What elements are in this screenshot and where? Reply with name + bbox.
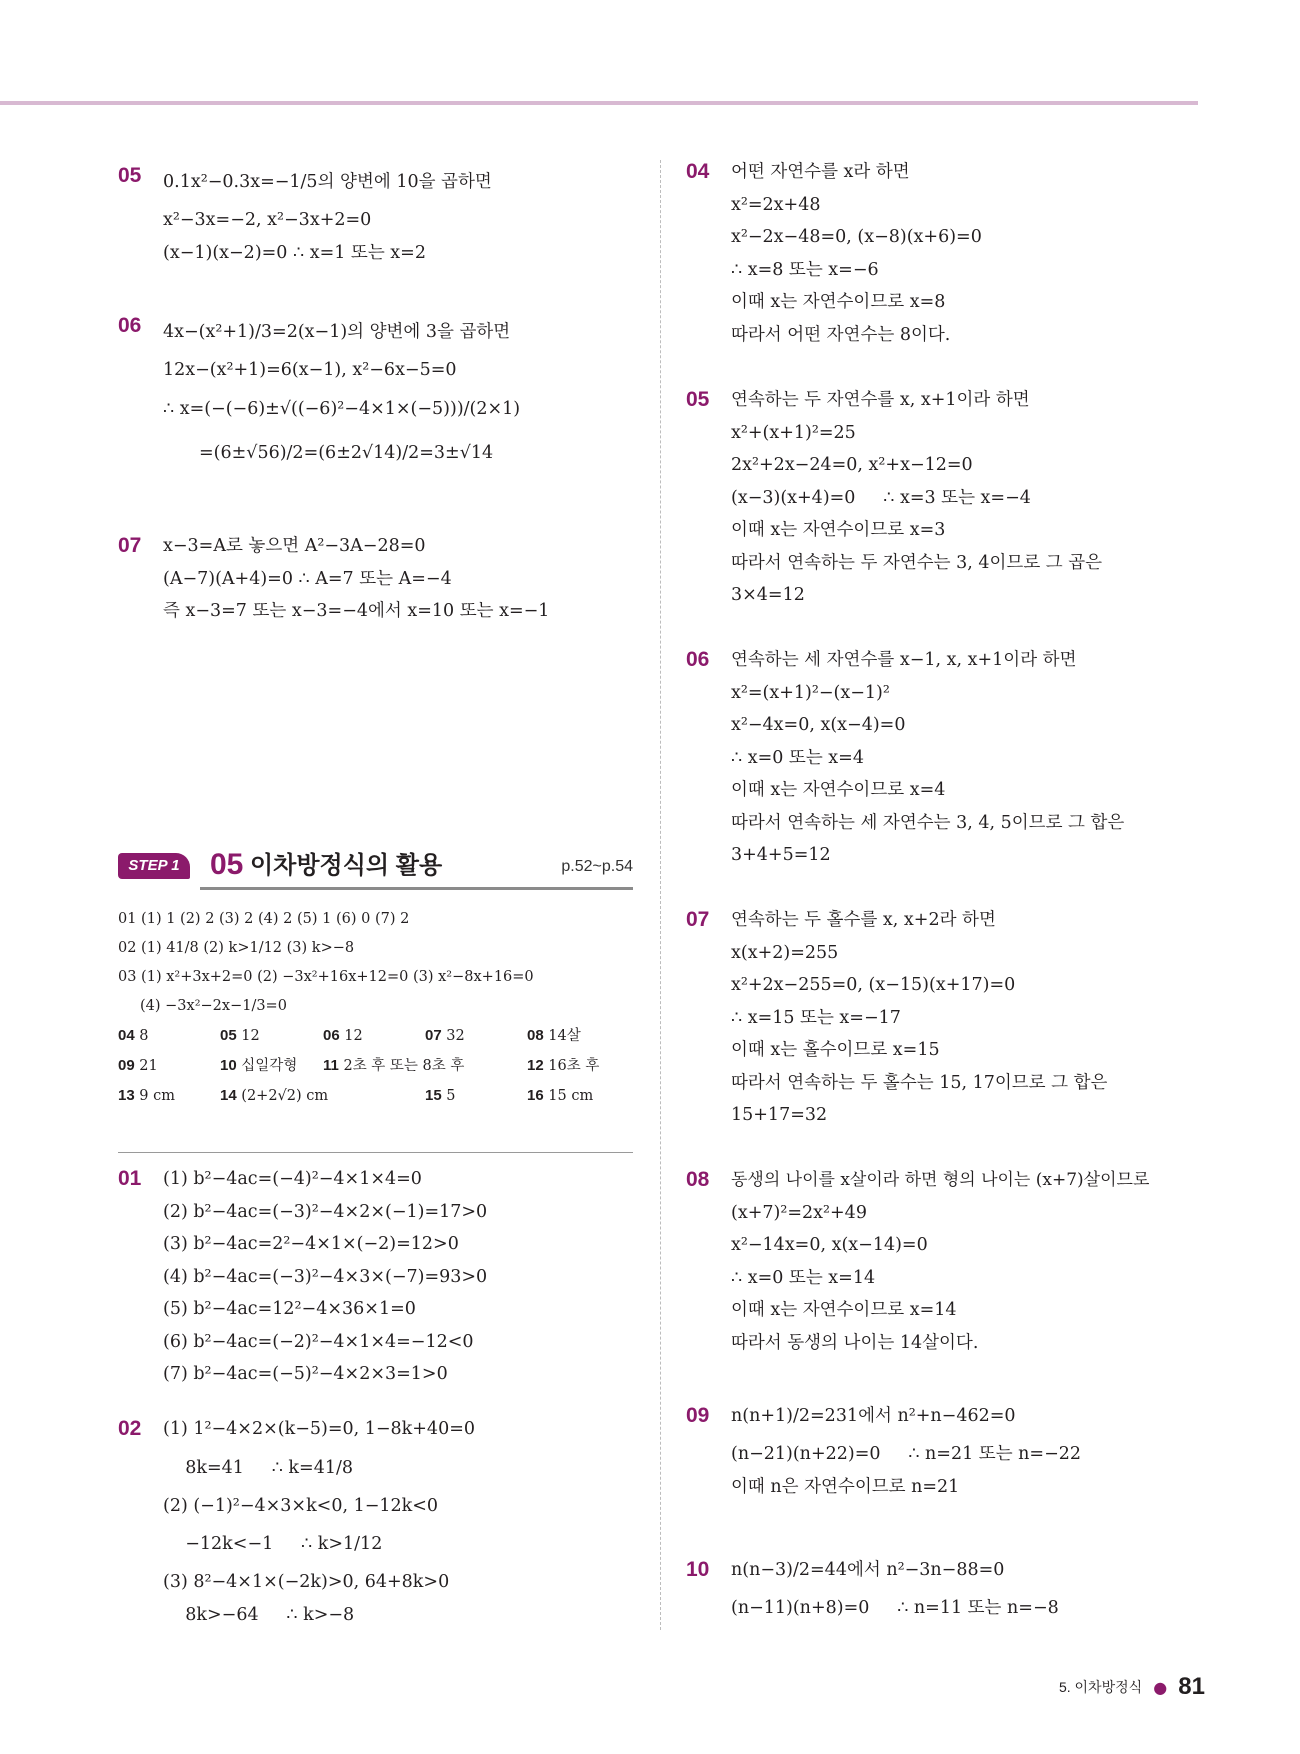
solution-line: x−3=A로 놓으면 A²−3A−28=0 bbox=[163, 536, 426, 556]
answer-number: 15 bbox=[425, 1087, 442, 1104]
answer-value: 16초 후 bbox=[548, 1058, 600, 1074]
solution-line: x²+(x+1)²=25 bbox=[731, 422, 856, 443]
answer-line: 02 (1) 41/8 (2) k>1/12 (3) k>−8 bbox=[118, 940, 355, 956]
solution-line: n(n−3)/2=44에서 n²−3n−88=0 bbox=[731, 1560, 1005, 1580]
chapter-label: 5. 이차방정식 bbox=[1058, 1679, 1143, 1695]
solution-line: x²−14x=0, x(x−14)=0 bbox=[731, 1235, 928, 1255]
answer-number: 08 bbox=[527, 1027, 544, 1044]
answer-line: (4) −3x²−2x−1/3=0 bbox=[140, 998, 287, 1014]
answer-cell bbox=[220, 1021, 323, 1051]
problem-number: 01 bbox=[118, 1167, 142, 1190]
answer-number: 04 bbox=[118, 1027, 135, 1044]
answer-line: 01 (1) 1 (2) 2 (3) 2 (4) 2 (5) 1 (6) 0 (7) 2 bbox=[118, 911, 410, 927]
solution-line: 8k=41 ∴ k=41/8 bbox=[163, 1457, 353, 1478]
problem-number: 02 bbox=[118, 1417, 142, 1440]
answer-cell bbox=[220, 1051, 323, 1081]
solution-line: 따라서 동생의 나이는 14살이다. bbox=[731, 1332, 979, 1353]
answer-value: (2+2√2) cm bbox=[241, 1088, 329, 1104]
answer-line: 03 (1) x²+3x+2=0 (2) −3x²+16x+12=0 (3) x²−8x+16=0 bbox=[118, 969, 534, 985]
solution-line: 3×4=12 bbox=[731, 585, 805, 605]
solution-line: 동생의 나이를 x살이라 하면 형의 나이는 (x+7)살이므로 bbox=[731, 1170, 1150, 1190]
solution-line: 따라서 연속하는 두 홀수는 15, 17이므로 그 합은 bbox=[731, 1072, 1108, 1093]
problem-number: 05 bbox=[686, 388, 710, 411]
solution-line: (n−21)(n+22)=0 ∴ n=21 또는 n=−22 bbox=[731, 1444, 1082, 1464]
answer-value: 9 cm bbox=[139, 1088, 176, 1104]
solution-line: ∴ x=8 또는 x=−6 bbox=[731, 259, 879, 280]
solution-line: 4x−(x²+1)/3=2(x−1)의 양변에 3을 곱하면 bbox=[163, 322, 511, 342]
solution-line: x²−3x=−2, x²−3x+2=0 bbox=[163, 210, 372, 230]
step-header bbox=[118, 845, 633, 891]
problem-number: 04 bbox=[686, 160, 710, 183]
top-rule bbox=[0, 101, 1198, 105]
answer-number: 05 bbox=[220, 1027, 237, 1044]
page-footer bbox=[1059, 1673, 1205, 1701]
problem-number: 06 bbox=[686, 648, 710, 671]
answer-number: 12 bbox=[527, 1057, 544, 1074]
problem-number: 07 bbox=[118, 534, 142, 557]
answer-value: 21 bbox=[139, 1058, 158, 1074]
answer-value: 2초 후 또는 8초 후 bbox=[343, 1058, 465, 1074]
answer-cell bbox=[118, 1081, 220, 1111]
solution-line: (x−3)(x+4)=0 ∴ x=3 또는 x=−4 bbox=[731, 487, 1031, 508]
answer-value: 5 bbox=[446, 1088, 456, 1104]
solution-line: x(x+2)=255 bbox=[731, 942, 839, 963]
solution-line: (3) 8²−4×1×(−2k)>0, 64+8k>0 bbox=[163, 1572, 450, 1592]
solution-line: (4) b²−4ac=(−3)²−4×3×(−7)=93>0 bbox=[163, 1266, 488, 1287]
answer-cell bbox=[323, 1021, 425, 1051]
solution-line: ∴ x=0 또는 x=14 bbox=[731, 1267, 876, 1288]
answer-value: 12 bbox=[241, 1028, 260, 1044]
solution-line: 이때 x는 자연수이므로 x=4 bbox=[731, 780, 946, 800]
problem-number: 05 bbox=[118, 164, 142, 187]
answer-cell bbox=[220, 1081, 425, 1111]
solution-line: (1) b²−4ac=(−4)²−4×1×4=0 bbox=[163, 1169, 422, 1189]
answer-grid bbox=[118, 1051, 633, 1081]
step-section-number: 05 bbox=[210, 848, 244, 881]
answer-value: 15 cm bbox=[548, 1088, 594, 1104]
solution-line: 따라서 어떤 자연수는 8이다. bbox=[731, 324, 951, 345]
answer-grid bbox=[118, 1081, 633, 1111]
answer-number: 14 bbox=[220, 1087, 237, 1104]
answer-value: 32 bbox=[446, 1028, 465, 1044]
step-badge: STEP 1 bbox=[118, 853, 190, 879]
solution-line: (6) b²−4ac=(−2)²−4×1×4=−12<0 bbox=[163, 1331, 474, 1352]
answer-number: 13 bbox=[118, 1087, 135, 1104]
column-divider bbox=[660, 160, 661, 1630]
solution-line: x²−2x−48=0, (x−8)(x+6)=0 bbox=[731, 227, 982, 247]
answer-value: 8 bbox=[139, 1028, 149, 1044]
solution-line: 이때 x는 자연수이므로 x=3 bbox=[731, 520, 946, 540]
solution-line: x²+2x−255=0, (x−15)(x+17)=0 bbox=[731, 975, 1016, 995]
solution-line: −12k<−1 ∴ k>1/12 bbox=[163, 1534, 383, 1554]
solution-line: ∴ x=(−(−6)±√((−6)²−4×1×(−5)))/(2×1) bbox=[163, 398, 521, 419]
answer-cell bbox=[527, 1081, 633, 1111]
problem-number: 06 bbox=[118, 314, 142, 337]
step-page-range: p.52~p.54 bbox=[561, 858, 633, 875]
solution-line: 8k>−64 ∴ k>−8 bbox=[163, 1604, 355, 1625]
answer-divider bbox=[118, 1152, 633, 1153]
answer-number: 11 bbox=[323, 1057, 339, 1074]
answer-grid bbox=[118, 1021, 633, 1051]
solution-line: (3) b²−4ac=2²−4×1×(−2)=12>0 bbox=[163, 1234, 459, 1254]
problem-number: 09 bbox=[686, 1404, 710, 1427]
answer-cell bbox=[527, 1021, 633, 1051]
solution-line: x²=2x+48 bbox=[731, 194, 821, 215]
answer-value: 14살 bbox=[548, 1028, 581, 1044]
answer-number: 10 bbox=[220, 1057, 237, 1074]
solution-line: x²=(x+1)²−(x−1)² bbox=[731, 682, 890, 703]
solution-line: 12x−(x²+1)=6(x−1), x²−6x−5=0 bbox=[163, 360, 457, 380]
solution-line: 연속하는 두 홀수를 x, x+2라 하면 bbox=[731, 910, 996, 930]
solution-line: 따라서 연속하는 세 자연수는 3, 4, 5이므로 그 합은 bbox=[731, 812, 1125, 833]
answer-number: 06 bbox=[323, 1027, 340, 1044]
solution-line: 0.1x²−0.3x=−1/5의 양변에 10을 곱하면 bbox=[163, 172, 492, 192]
answer-cell bbox=[527, 1051, 633, 1081]
solution-line: x²−4x=0, x(x−4)=0 bbox=[731, 715, 906, 735]
solution-line: (5) b²−4ac=12²−4×36×1=0 bbox=[163, 1299, 416, 1319]
solution-line: (A−7)(A+4)=0 ∴ A=7 또는 A=−4 bbox=[163, 568, 452, 589]
answer-number: 16 bbox=[527, 1087, 544, 1104]
solution-line: 15+17=32 bbox=[731, 1105, 828, 1125]
answer-cell bbox=[425, 1021, 527, 1051]
solution-line: 2x²+2x−24=0, x²+x−12=0 bbox=[731, 455, 973, 475]
solution-line: 연속하는 세 자연수를 x−1, x, x+1이라 하면 bbox=[731, 650, 1077, 670]
step-underline bbox=[200, 887, 633, 890]
solution-line: ∴ x=15 또는 x=−17 bbox=[731, 1007, 901, 1028]
solution-line: 3+4+5=12 bbox=[731, 845, 831, 865]
answer-cell bbox=[118, 1021, 220, 1051]
answer-number: 09 bbox=[118, 1057, 135, 1074]
answer-cell bbox=[118, 1051, 220, 1081]
answer-cell bbox=[425, 1081, 527, 1111]
problem-number: 07 bbox=[686, 908, 710, 931]
solution-line: (2) (−1)²−4×3×k<0, 1−12k<0 bbox=[163, 1495, 439, 1516]
solution-line: (x+7)²=2x²+49 bbox=[731, 1202, 867, 1223]
solution-line: (7) b²−4ac=(−5)²−4×2×3=1>0 bbox=[163, 1364, 448, 1384]
solution-line: 이때 n은 자연수이므로 n=21 bbox=[731, 1476, 960, 1497]
solution-line: 이때 x는 자연수이므로 x=8 bbox=[731, 292, 946, 312]
answer-value: 12 bbox=[344, 1028, 363, 1044]
answer-summary bbox=[118, 905, 633, 1111]
solution-line: =(6±√56)/2=(6±2√14)/2=3±√14 bbox=[199, 442, 494, 463]
solution-line: 즉 x−3=7 또는 x−3=−4에서 x=10 또는 x=−1 bbox=[163, 601, 550, 621]
solution-line: 어떤 자연수를 x라 하면 bbox=[731, 162, 910, 182]
bullet-icon: ● bbox=[1153, 1677, 1168, 1697]
solution-line: ∴ x=0 또는 x=4 bbox=[731, 747, 864, 768]
solution-line: 연속하는 두 자연수를 x, x+1이라 하면 bbox=[731, 390, 1030, 410]
answer-number: 07 bbox=[425, 1027, 442, 1044]
answer-cell bbox=[323, 1051, 527, 1081]
solution-line: (2) b²−4ac=(−3)²−4×2×(−1)=17>0 bbox=[163, 1201, 488, 1222]
solution-line: 이때 x는 홀수이므로 x=15 bbox=[731, 1040, 940, 1060]
problem-number: 08 bbox=[686, 1168, 710, 1191]
page-number: 81 bbox=[1178, 1673, 1205, 1700]
solution-line: (x−1)(x−2)=0 ∴ x=1 또는 x=2 bbox=[163, 242, 426, 263]
problem-number: 10 bbox=[686, 1558, 710, 1581]
solution-line: (n−11)(n+8)=0 ∴ n=11 또는 n=−8 bbox=[731, 1598, 1059, 1618]
solution-line: n(n+1)/2=231에서 n²+n−462=0 bbox=[731, 1406, 1016, 1426]
answer-value: 십일각형 bbox=[241, 1058, 298, 1074]
step-title: 이차방정식의 활용 bbox=[250, 852, 443, 879]
solution-line: 이때 x는 자연수이므로 x=14 bbox=[731, 1300, 957, 1320]
solution-line: (1) 1²−4×2×(k−5)=0, 1−8k+40=0 bbox=[163, 1419, 476, 1439]
solution-line: 따라서 연속하는 두 자연수는 3, 4이므로 그 곱은 bbox=[731, 552, 1103, 573]
